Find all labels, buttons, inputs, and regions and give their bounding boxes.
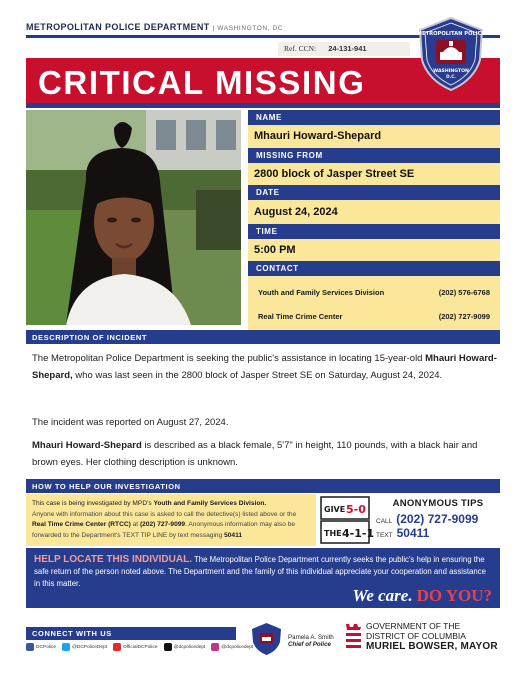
social-handle: DCPolice <box>36 644 56 650</box>
description-heading: DESCRIPTION OF INCIDENT <box>26 330 500 344</box>
rtcc-phone[interactable]: (202) 727-9099 <box>139 521 186 528</box>
gov-line-1: GOVERNMENT OF THE <box>366 621 461 631</box>
department-name: METROPOLITAN POLICE DEPARTMENT <box>26 22 210 32</box>
time-label: TIME <box>248 224 500 239</box>
youtube-icon <box>113 643 121 651</box>
gov-line-2: DISTRICT OF COLUMBIA <box>366 630 466 641</box>
contact-name: Real Time Crime Center <box>258 312 343 321</box>
tips-call-line <box>376 512 500 526</box>
person-name-inline: Mhauri Howard-Shepard, <box>32 353 497 381</box>
description-paragraph-2: The incident was reported on August 27, 2024. <box>32 417 229 428</box>
missing-person-photo <box>26 110 241 325</box>
call-number[interactable]: (202) 727-9099 <box>396 512 479 526</box>
tiktok-link[interactable] <box>164 643 206 651</box>
dc-flag-icon <box>345 622 362 652</box>
four-1-1-text: 4-1-1 <box>342 527 375 540</box>
description-text: The Metropolitan Police Department is seeking the public's assistance in locating 15-year-old <box>32 353 426 364</box>
instagram-icon <box>211 643 219 651</box>
investigation-box <box>26 494 316 546</box>
ref-ccn-label: Ref. CCN: <box>284 44 317 53</box>
description-text: is described as a black female, 5'7" in height, 110 pounds, with a black hair and brown eyes. Her clothing description is unknown. <box>32 440 478 468</box>
we-care-text: We care. <box>352 586 413 605</box>
text-label: TEXT <box>376 532 393 539</box>
text-number[interactable]: 50411 <box>396 526 430 540</box>
missing-from-label: MISSING FROM <box>248 148 500 163</box>
name-label: NAME <box>248 110 500 125</box>
do-you-text: DO YOU? <box>416 586 492 605</box>
contact-label: CONTACT <box>248 261 500 276</box>
ref-ccn-number: 24-131-941 <box>328 44 367 53</box>
anonymous-tips <box>376 498 500 540</box>
call-label: CALL <box>376 518 393 525</box>
twitter-link[interactable] <box>62 643 107 651</box>
investigation-text: . Anonymous information may also be forwarded to the Department's TEXT TIP LINE by text messaging <box>32 521 296 539</box>
badge-bottom-text: WASHINGTON <box>433 69 469 74</box>
department-header <box>26 22 283 32</box>
contact-list <box>248 276 500 332</box>
mpd-footer-badge-icon <box>250 622 283 656</box>
help-heading: HELP LOCATE THIS INDIVIDUAL. <box>34 554 192 565</box>
mpd-badge-icon <box>416 16 486 92</box>
help-body: The Metropolitan Police Department currently seeks the public's help in ensuring the safe return of the person noted above. The Department and the family of this individual appreciate your cooperation and assistance in this matter. <box>34 555 486 588</box>
missing-from-value: 2800 block of Jasper Street SE <box>248 163 500 185</box>
badge-top-text: METROPOLITAN POLICE <box>416 31 486 37</box>
connect-heading: CONNECT WITH US <box>26 627 236 640</box>
description-text: who was last seen in the 2800 block of Jasper Street SE on Saturday, August 24, 2024. <box>72 370 443 381</box>
dc-government-logo <box>345 622 505 652</box>
gov-line <box>366 622 466 641</box>
chief-name: Pamela A. Smith <box>288 634 334 641</box>
text-code: 50411 <box>224 531 243 539</box>
ref-ccn-box <box>278 42 410 56</box>
social-handle: OfficialDCPolice <box>123 644 158 650</box>
department-city: | WASHINGTON, DC <box>212 25 284 32</box>
investigation-text: Anyone with information about this case is asked to call the detective(s) listed above or the <box>32 510 297 518</box>
description-paragraph-3 <box>32 437 498 471</box>
badge-bottom-text-2: D.C. <box>446 74 456 79</box>
investigation-text: at <box>130 521 140 528</box>
social-links <box>26 643 259 651</box>
give-50-get-411-logo <box>320 496 375 544</box>
help-locate-panel <box>26 548 500 608</box>
contact-row <box>258 305 490 329</box>
rtcc-name: Real Time Crime Center (RTCC) <box>32 521 131 528</box>
investigation-line-2 <box>32 510 310 542</box>
chief-signature <box>288 634 334 648</box>
instagram-link[interactable] <box>211 643 253 651</box>
contact-name: Youth and Family Services Division <box>258 288 385 297</box>
facebook-icon <box>26 643 34 651</box>
tips-text-line <box>376 526 500 540</box>
date-value: August 24, 2024 <box>248 200 500 224</box>
person-name-inline: Mhauri Howard-Shepard <box>32 440 142 451</box>
we-care-slogan <box>352 586 492 605</box>
chief-title: Chief of Police <box>288 641 331 648</box>
investigation-heading: HOW TO HELP OUR INVESTIGATION <box>26 479 500 493</box>
contact-row <box>258 281 490 305</box>
youtube-link[interactable] <box>113 643 158 651</box>
info-panel <box>248 110 500 332</box>
social-handle: @DCPoliceDept <box>72 644 107 650</box>
facebook-link[interactable] <box>26 643 56 651</box>
mayor-name: MURIEL BOWSER, MAYOR <box>366 641 498 652</box>
investigation-text: This case is being investigated by MPD's <box>32 500 154 507</box>
social-handle: @dcpolicedept <box>173 644 206 650</box>
date-label: DATE <box>248 185 500 200</box>
give-text: GIVE <box>324 505 346 514</box>
social-handle: @dcpolicedept <box>221 644 254 650</box>
banner-title: CRITICAL MISSING <box>38 64 366 101</box>
banner-underline <box>26 103 500 108</box>
contact-phone[interactable]: (202) 727-9099 <box>438 312 490 321</box>
tips-heading: ANONYMOUS TIPS <box>392 498 484 509</box>
time-value: 5:00 PM <box>248 239 500 261</box>
tiktok-icon <box>164 643 172 651</box>
the-text: THE <box>324 529 342 538</box>
twitter-icon <box>62 643 70 651</box>
name-value: Mhauri Howard-Shepard <box>248 125 500 148</box>
division-name: Youth and Family Services Division. <box>153 500 267 507</box>
investigation-line-1 <box>32 499 310 510</box>
contact-phone[interactable]: (202) 576-6768 <box>438 288 490 297</box>
description-paragraph-1 <box>32 350 498 384</box>
five-0-text: 5-0 <box>346 503 366 516</box>
